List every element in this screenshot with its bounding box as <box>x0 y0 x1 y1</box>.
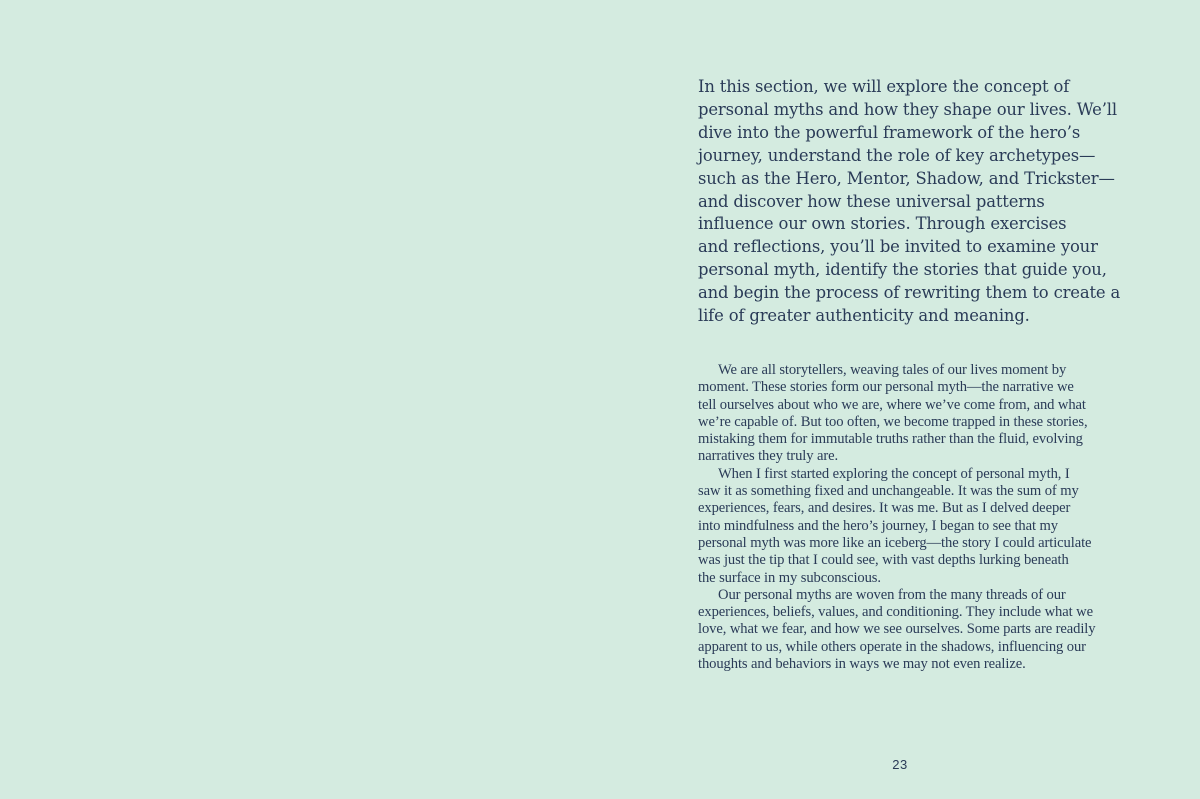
body-line: the surface in my subconscious. <box>698 569 881 586</box>
intro-line: and begin the process of rewriting them to create a <box>698 283 1121 303</box>
body-line: into mindfulness and the hero’s journey, I began to see that my <box>698 517 1058 534</box>
paragraph-first-line: We are all storytellers, weaving tales of our lives moment by <box>718 362 1067 378</box>
body-line: thoughts and behaviors in ways we may not even realize. <box>698 656 1026 673</box>
intro-line: personal myths and how they shape our lives. We’ll <box>698 99 1117 119</box>
intro-line: such as the Hero, Mentor, Shadow, and Trickster— <box>698 168 1115 188</box>
intro-line: and reflections, you’ll be invited to examine your <box>698 237 1098 257</box>
intro-line: life of greater authenticity and meaning. <box>698 306 1030 326</box>
intro-line: personal myth, identify the stories that guide you, <box>698 260 1107 280</box>
page-number: 23 <box>892 757 908 772</box>
body-line: personal myth was more like an iceberg—the story I could articulate <box>698 534 1092 551</box>
body-line: experiences, beliefs, values, and conditioning. They include what we <box>698 604 1093 621</box>
body-text <box>698 362 1118 673</box>
intro-line: and discover how these universal patterns <box>698 191 1045 211</box>
body-line: we’re capable of. But too often, we become trapped in these stories, <box>698 413 1088 430</box>
intro-paragraph <box>698 76 1121 328</box>
body-line: experiences, fears, and desires. It was me. But as I delved deeper <box>698 500 1071 517</box>
body-line: was just the tip that I could see, with vast depths lurking beneath <box>698 552 1069 569</box>
intro-line: influence our own stories. Through exercises <box>698 214 1067 234</box>
paragraph-first-line: When I first started exploring the concept of personal myth, I <box>718 465 1070 482</box>
right-page <box>600 0 1200 799</box>
body-line: mistaking them for immutable truths rather than the fluid, evolving <box>698 431 1083 448</box>
body-line: moment. These stories form our personal myth—the narrative we <box>698 379 1074 396</box>
paragraph-first-line: Our personal myths are woven from the many threads of our <box>718 586 1066 603</box>
body-line: tell ourselves about who we are, where we’ve come from, and what <box>698 396 1086 413</box>
body-line: love, what we fear, and how we see ourselves. Some parts are readily <box>698 621 1096 638</box>
body-line: saw it as something fixed and unchangeable. It was the sum of my <box>698 483 1079 500</box>
intro-line: journey, understand the role of key archetypes— <box>698 145 1096 165</box>
body-line: apparent to us, while others operate in the shadows, influencing our <box>698 638 1086 655</box>
body-line: narratives they truly are. <box>698 448 839 465</box>
intro-line: In this section, we will explore the concept of <box>698 77 1070 96</box>
intro-line: dive into the powerful framework of the hero’s <box>698 122 1081 142</box>
